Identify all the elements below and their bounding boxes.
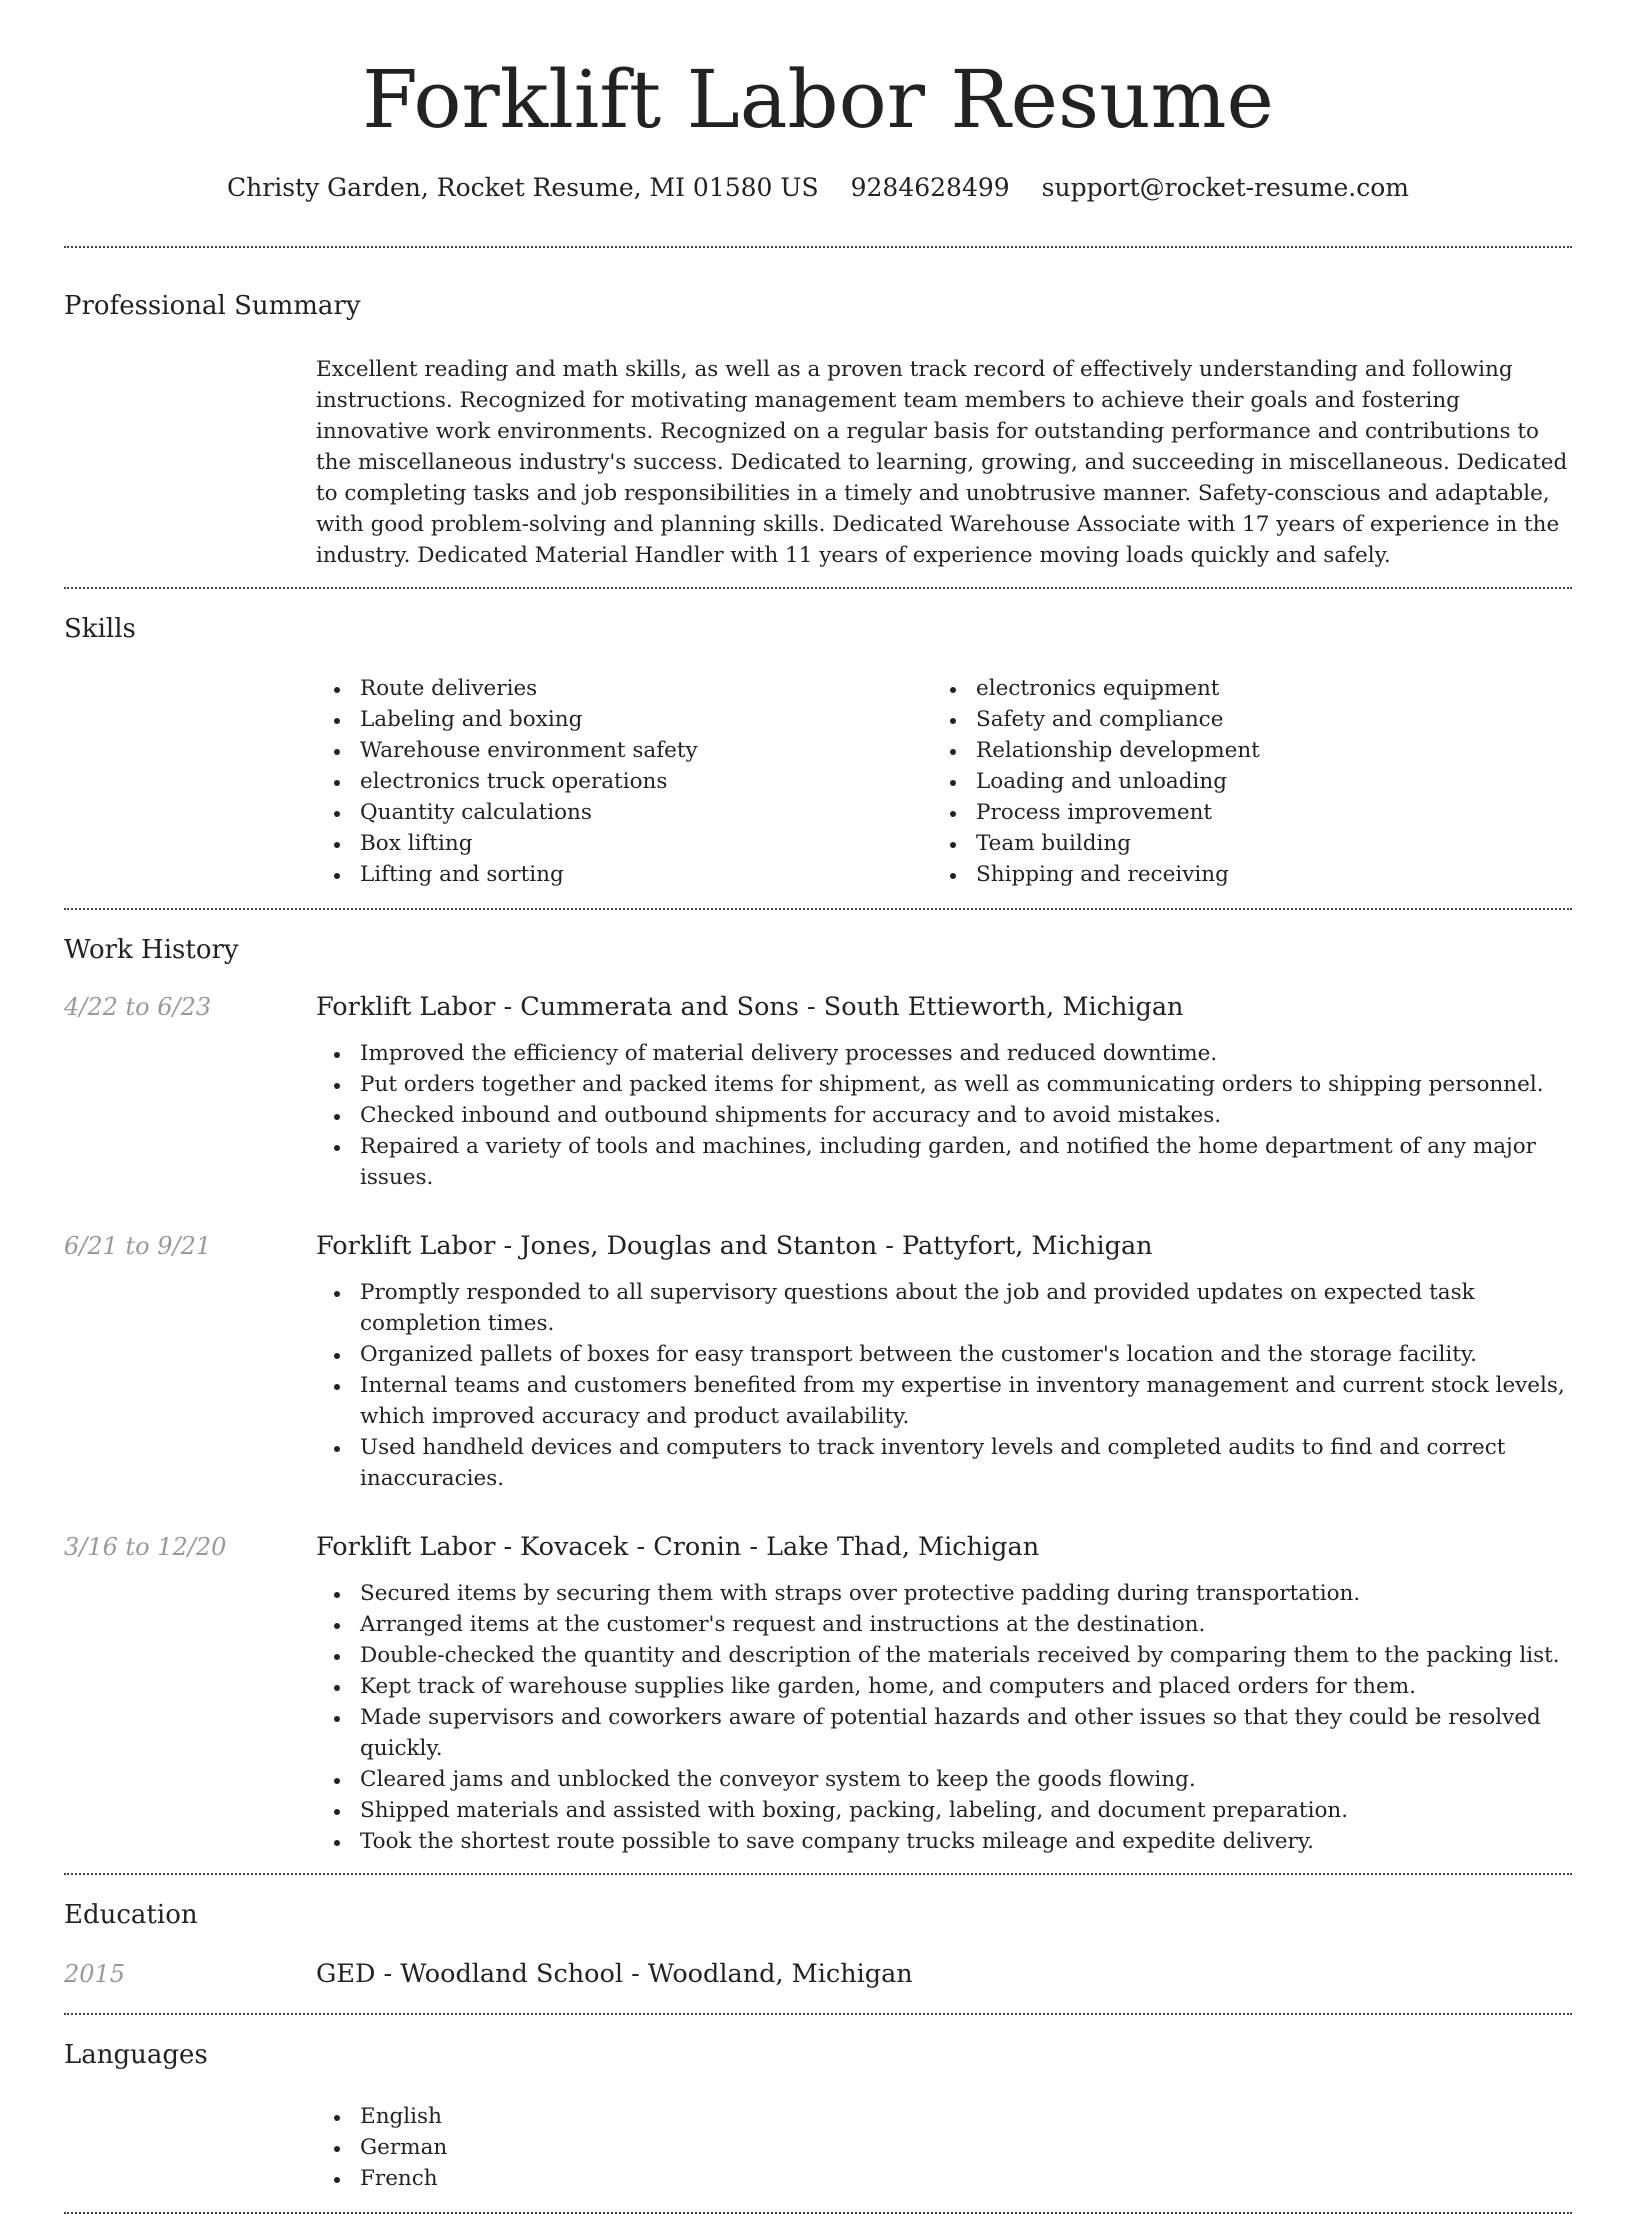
skills-column-right (932, 673, 1548, 890)
job-bullet: Improved the efficiency of material delivery processes and reduced downtime. (316, 1038, 1572, 1069)
skills-heading: Skills (64, 614, 136, 644)
languages-heading: Languages (64, 2040, 208, 2070)
job-entry (64, 1229, 1572, 1494)
skills-list (316, 673, 1572, 890)
job-bullet: Checked inbound and outbound shipments for accuracy and to avoid mistakes. (316, 1100, 1572, 1131)
skill-item: Team building (932, 828, 1548, 859)
contact-line (64, 170, 1572, 206)
skill-item: Warehouse environment safety (316, 735, 932, 766)
skill-item: Box lifting (316, 828, 932, 859)
skill-item: Process improvement (932, 797, 1548, 828)
job-dates: 6/21 to 9/21 (64, 1232, 212, 1260)
skill-item: Shipping and receiving (932, 859, 1548, 890)
job-bullet: Repaired a variety of tools and machines, including garden, and notified the home department of any major issues. (316, 1131, 1572, 1193)
language-item: French (316, 2163, 1572, 2194)
skill-item: Loading and unloading (932, 766, 1548, 797)
skill-item: Safety and compliance (932, 704, 1548, 735)
job-bullets (316, 1038, 1572, 1193)
skill-item: Relationship development (932, 735, 1548, 766)
education-year: 2015 (64, 1960, 126, 1988)
skill-item: Lifting and sorting (316, 859, 932, 890)
languages-list (316, 2101, 1572, 2194)
job-entry (64, 1530, 1572, 1857)
job-bullets (316, 1578, 1572, 1857)
section-divider (64, 2013, 1572, 2015)
job-bullet: Used handheld devices and computers to track inventory levels and completed audits to find and correct inaccuracies. (316, 1432, 1572, 1494)
job-bullet: Took the shortest route possible to save company trucks mileage and expedite delivery. (316, 1826, 1572, 1857)
section-divider (64, 246, 1572, 248)
skill-item: Route deliveries (316, 673, 932, 704)
job-bullet: Organized pallets of boxes for easy transport between the customer's location and the storage facility. (316, 1339, 1572, 1370)
language-item: English (316, 2101, 1572, 2132)
job-bullet: Secured items by securing them with straps over protective padding during transportation. (316, 1578, 1572, 1609)
education-heading: Education (64, 1900, 198, 1930)
job-bullet: Cleared jams and unblocked the conveyor system to keep the goods flowing. (316, 1764, 1572, 1795)
job-bullet: Double-checked the quantity and description of the materials received by comparing them to the packing list. (316, 1640, 1572, 1671)
work-heading: Work History (64, 935, 239, 965)
job-title: Forklift Labor - Kovacek - Cronin - Lake Thad, Michigan (316, 1532, 1040, 1562)
contact-phone: 9284628499 (850, 173, 1010, 202)
job-entry (64, 990, 1572, 1193)
skill-item: electronics truck operations (316, 766, 932, 797)
language-item: German (316, 2132, 1572, 2163)
skills-column-left (316, 673, 932, 890)
section-divider (64, 1873, 1572, 1875)
contact-address: Christy Garden, Rocket Resume, MI 01580 US (227, 173, 819, 202)
job-bullet: Made supervisors and coworkers aware of potential hazards and other issues so that they could be resolved quickly. (316, 1702, 1572, 1764)
job-title: Forklift Labor - Cummerata and Sons - South Ettieworth, Michigan (316, 992, 1184, 1022)
job-bullet: Put orders together and packed items for shipment, as well as communicating orders to shipping personnel. (316, 1069, 1572, 1100)
job-bullet: Promptly responded to all supervisory questions about the job and provided updates on expected task completion times. (316, 1277, 1572, 1339)
resume-page (64, 0, 1572, 2214)
job-title: Forklift Labor - Jones, Douglas and Stanton - Pattyfort, Michigan (316, 1231, 1153, 1261)
section-divider (64, 587, 1572, 589)
skill-item: Quantity calculations (316, 797, 932, 828)
job-bullet: Arranged items at the customer's request and instructions at the destination. (316, 1609, 1572, 1640)
summary-heading: Professional Summary (64, 291, 361, 321)
job-dates: 3/16 to 12/20 (64, 1533, 227, 1561)
education-entry (64, 1957, 1572, 1991)
job-dates: 4/22 to 6/23 (64, 993, 212, 1021)
contact-email: support@rocket-resume.com (1041, 173, 1409, 202)
resume-title: Forklift Labor Resume (362, 53, 1274, 146)
skill-item: electronics equipment (932, 673, 1548, 704)
job-bullet: Shipped materials and assisted with boxing, packing, labeling, and document preparation. (316, 1795, 1572, 1826)
summary-text: Excellent reading and math skills, as well as a proven track record of effectively understanding and following instructions. Recognized for motivating management team members to achieve their goals and fostering innovative work environments. Recognized on a regular basis for outstanding performance and contributions to the miscellaneous industry's success. Dedicated to learning, growing, and succeeding in miscellaneous. Dedicated to completing tasks and job responsibilities in a timely and unobtrusive manner. Safety-conscious and adaptable, with good problem-solving and planning skills. Dedicated Warehouse Associate with 17 years of experience in the industry. Dedicated Material Handler with 11 years of experience moving loads quickly and safely. (316, 357, 1568, 568)
section-divider (64, 908, 1572, 910)
education-title: GED - Woodland School - Woodland, Michigan (316, 1959, 913, 1989)
skill-item: Labeling and boxing (316, 704, 932, 735)
job-bullet: Kept track of warehouse supplies like garden, home, and computers and placed orders for them. (316, 1671, 1572, 1702)
job-bullet: Internal teams and customers benefited from my expertise in inventory management and current stock levels, which improved accuracy and product availability. (316, 1370, 1572, 1432)
job-bullets (316, 1277, 1572, 1494)
